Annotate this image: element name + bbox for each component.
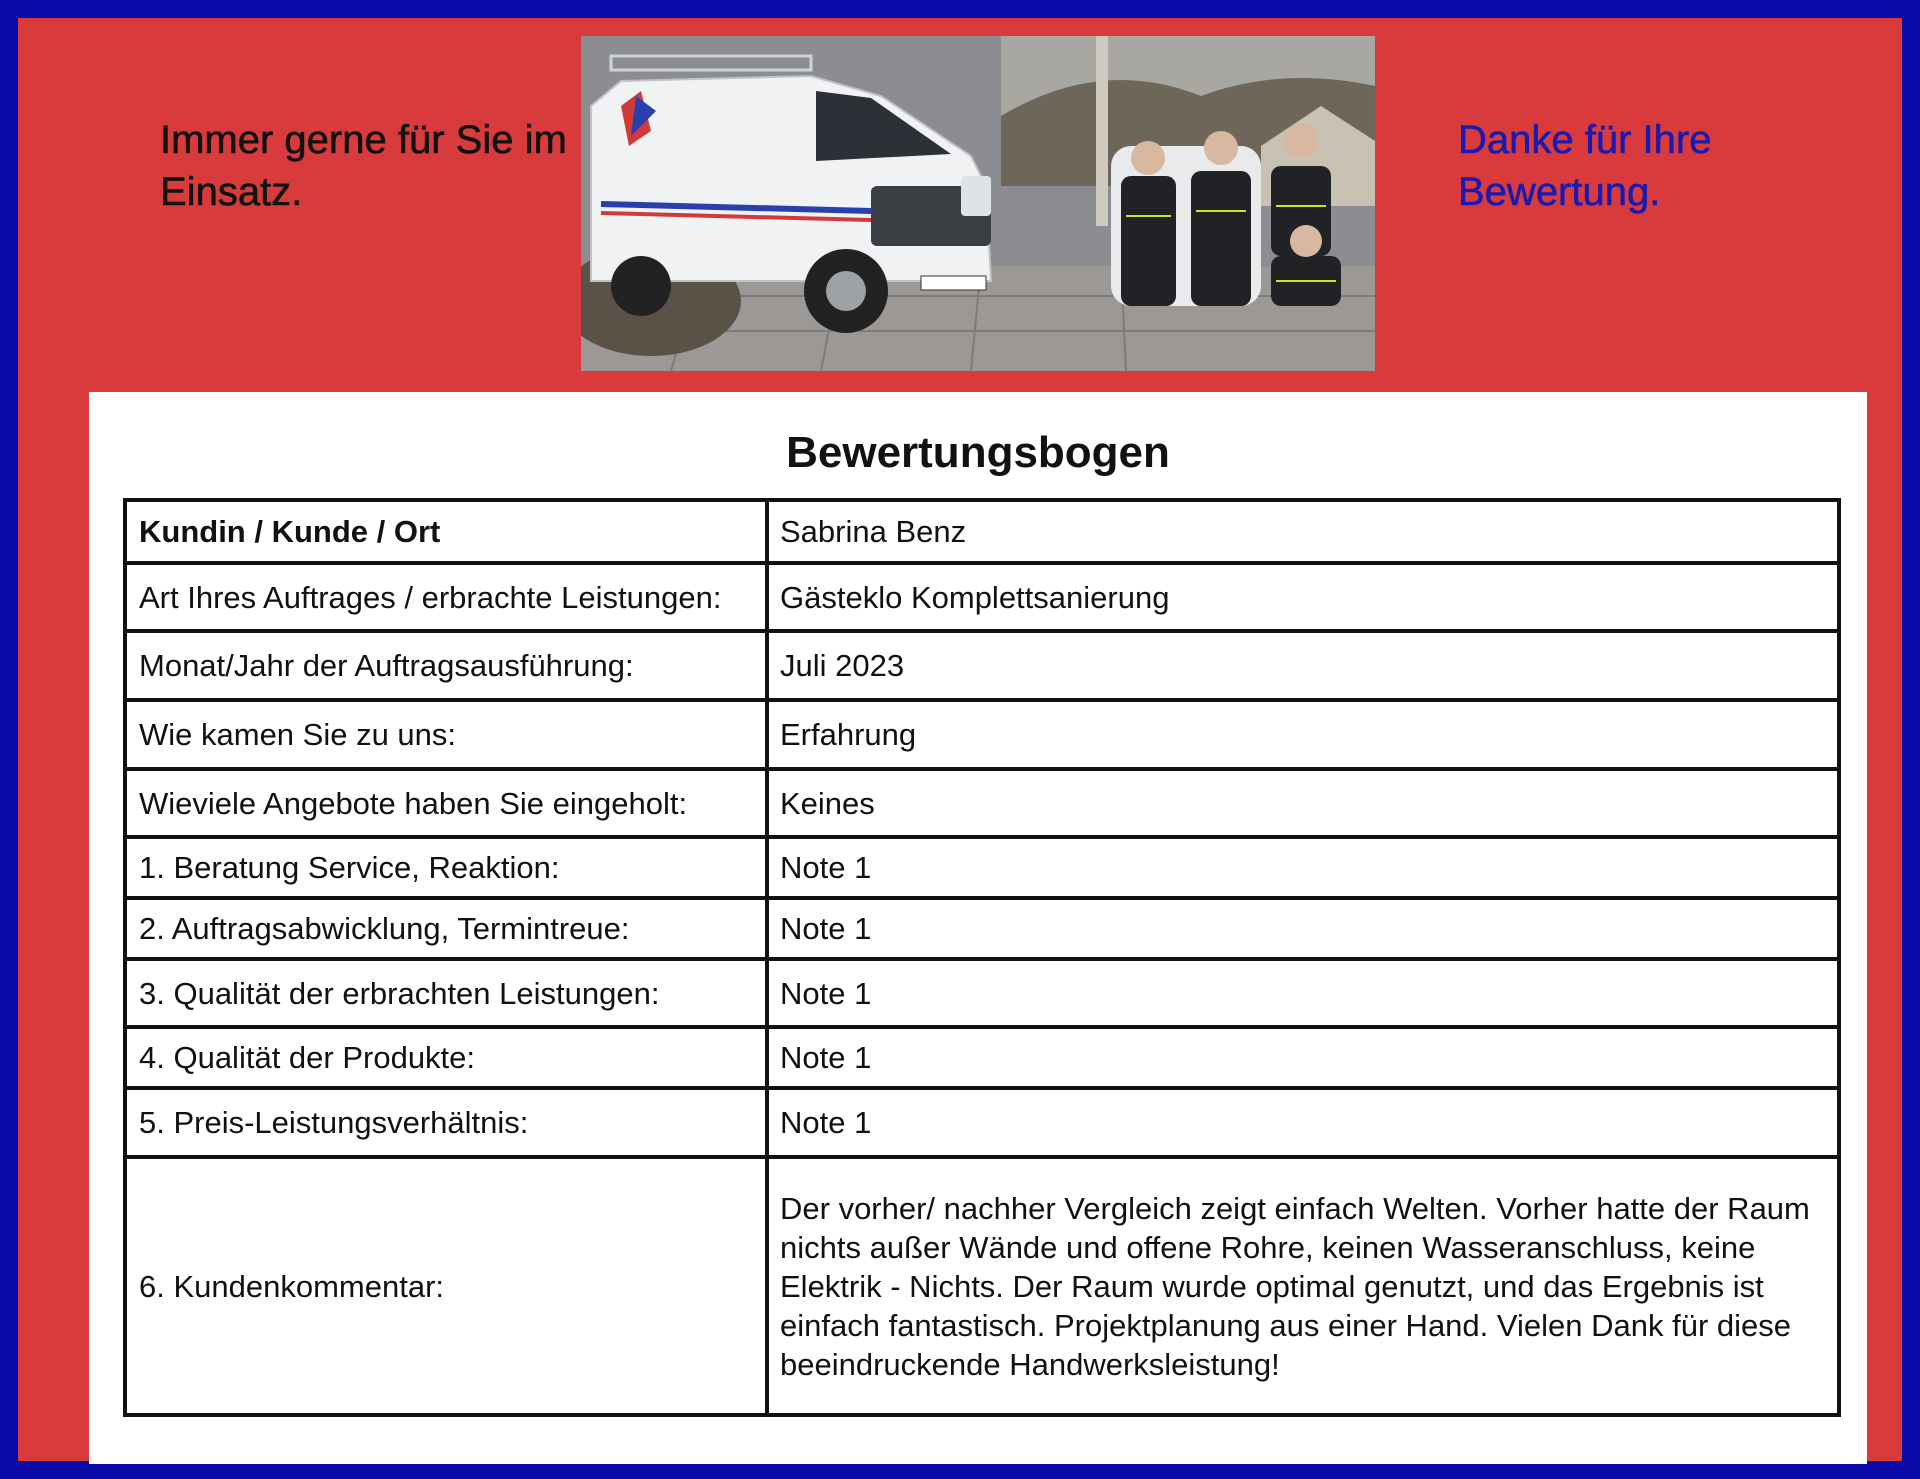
rating-sheet [89,392,1867,1464]
right-slogan: Danke für Ihre Bewertung. [1458,118,1712,214]
table-row [125,563,1839,631]
row-value: Note 1 [767,898,1839,959]
row-value: Erfahrung [767,700,1839,769]
row-label: 2. Auftragsabwicklung, Termintreue: [125,898,767,959]
row-value: Note 1 [767,1088,1839,1157]
row-label: Wieviele Angebote haben Sie eingeholt: [125,769,767,837]
page-frame [18,18,1902,1461]
table-row [125,500,1839,563]
table-row [125,769,1839,837]
row-label: 6. Kundenkommentar: [125,1157,767,1415]
row-value: Note 1 [767,837,1839,898]
table-row [125,1027,1839,1088]
table-row [125,700,1839,769]
customer-comment: Der vorher/ nachher Vergleich zeigt einfach Welten. Vorher hatte der Raum nichts außer Wände und offene Rohre, keinen Wasseranschluss, keine Elektrik - Nichts. Der Raum wurde optimal genutzt, und das Ergebnis ist einfach fantastisch. Projektplanung aus einer Hand. Vielen Dank für diese beeindruckende Handwerksleistung! [767,1157,1839,1415]
team-van-photo [581,36,1375,371]
table-row [125,631,1839,700]
left-slogan: Immer gerne für Sie im Einsatz. [160,118,567,214]
row-value: Gästeklo Komplettsanierung [767,563,1839,631]
table-row [125,1157,1839,1415]
row-label: Art Ihres Auftrages / erbrachte Leistungen: [125,563,767,631]
rating-table [123,498,1841,1417]
row-label: Wie kamen Sie zu uns: [125,700,767,769]
table-row [125,898,1839,959]
row-label: 5. Preis-Leistungsverhältnis: [125,1088,767,1157]
row-label: 1. Beratung Service, Reaktion: [125,837,767,898]
table-row [125,959,1839,1027]
row-value: Note 1 [767,1027,1839,1088]
table-row [125,1088,1839,1157]
row-label: 4. Qualität der Produkte: [125,1027,767,1088]
row-label: 3. Qualität der erbrachten Leistungen: [125,959,767,1027]
row-value: Sabrina Benz [767,500,1839,563]
row-value: Keines [767,769,1839,837]
table-row [125,837,1839,898]
row-label: Kundin / Kunde / Ort [125,500,767,563]
row-label: Monat/Jahr der Auftragsausführung: [125,631,767,700]
row-value: Note 1 [767,959,1839,1027]
row-value: Juli 2023 [767,631,1839,700]
sheet-title: Bewertungsbogen [786,428,1170,477]
